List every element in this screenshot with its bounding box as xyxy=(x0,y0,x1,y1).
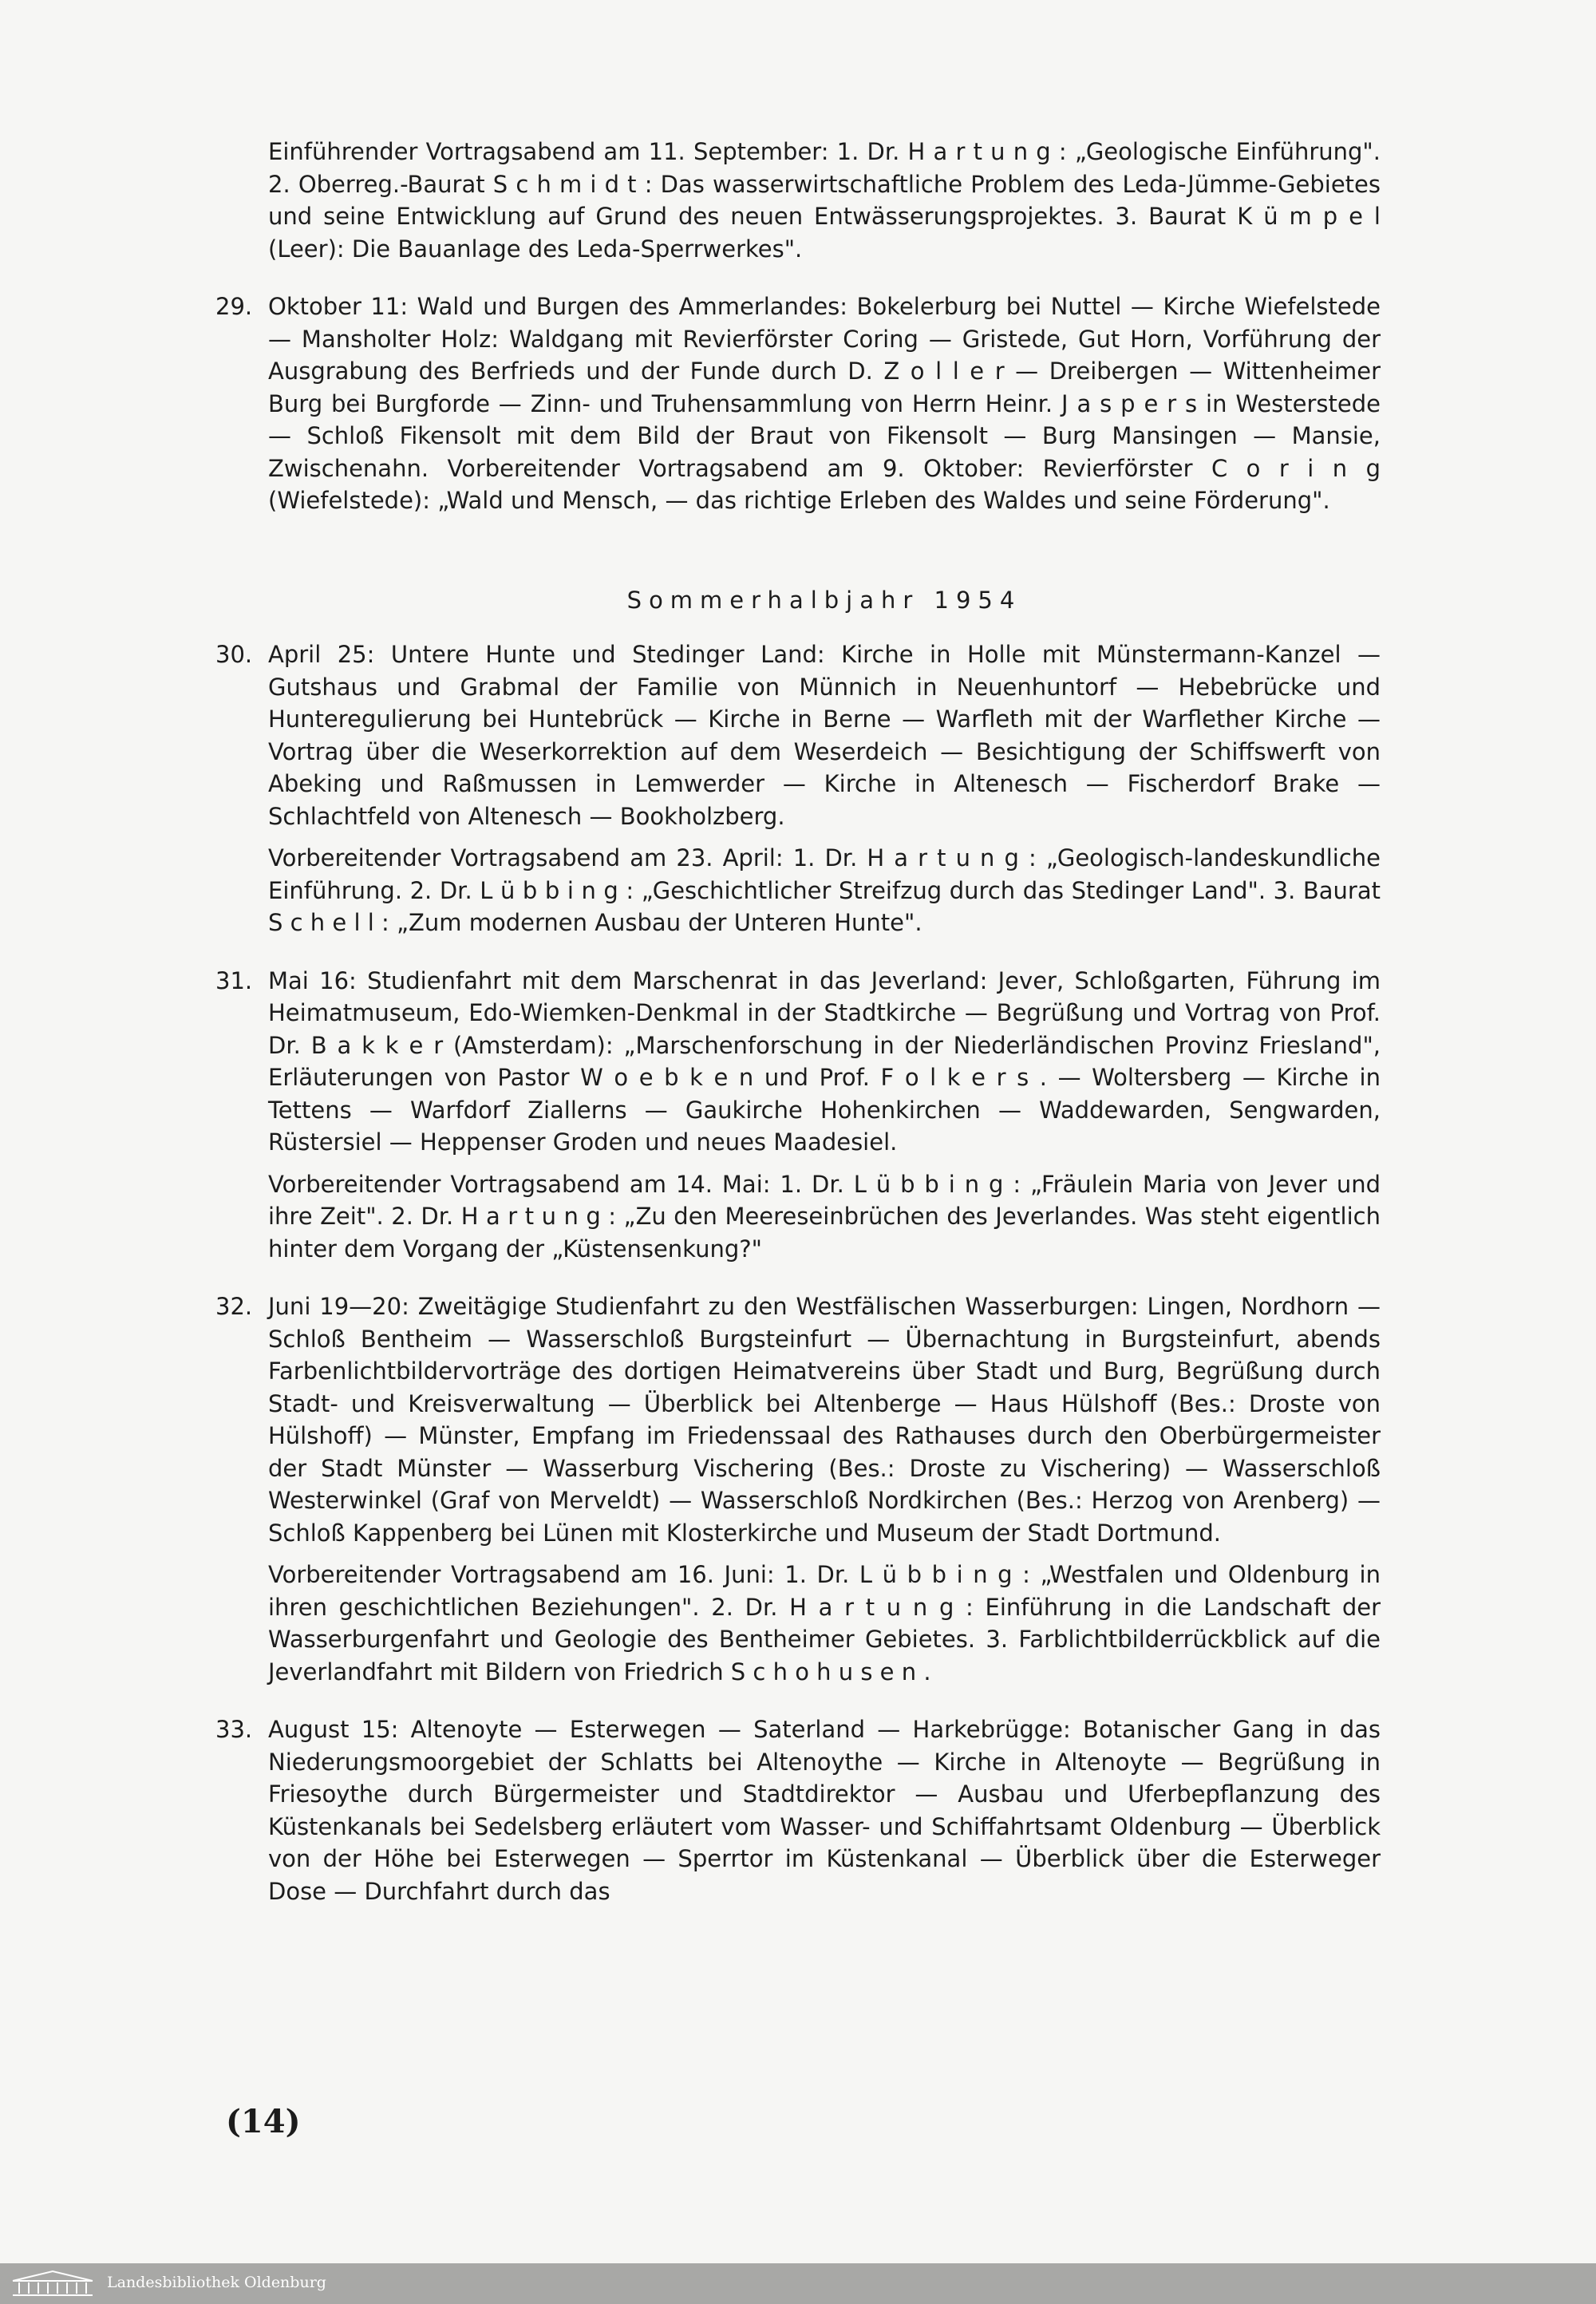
entry-33 xyxy=(215,1713,1381,1907)
entry-30 xyxy=(215,638,1381,939)
library-building-icon xyxy=(10,2268,96,2298)
entry-number: 29. xyxy=(215,293,253,320)
entry-number: 30. xyxy=(215,641,253,668)
entry-number: 31. xyxy=(215,966,253,994)
entry-paragraph: Juni 19—20: Zweitägige Studienfahrt zu den Westfälischen Wasserburgen: Lingen, Nordhorn — Schloß Bentheim — Wasserschloß Burgsteinfurt — Übernachtung in Burgsteinfurt, abends Farbenlichtbildervorträge des dortigen Heimatvereins über Stadt und Burg, Begrüßung durch Stadt- und Kreisverwaltung — Überblick bei Altenberge — Haus Hülshoff (Bes.: Droste von Hülshoff) — Münster, Empfang im Friedenssaal des Rathauses durch den Oberbürgermeister der Stadt Münster — Wasserburg Vischering (Bes.: Droste zu Vischering) — Wasserschloß Westerwinkel (Graf von Merveldt) — Wasserschloß Nordkirchen (Bes.: Herzog von Arenberg) — Schloß Kappenberg bei Lünen mit Klosterkirche und Museum der Stadt Dortmund. xyxy=(268,1293,1381,1547)
entry-paragraph: August 15: Altenoyte — Esterwegen — Saterland — Harkebrügge: Botanischer Gang in das Niederungsmoorgebiet der Schlatts bei Altenoythe — Kirche in Altenoyte — Begrüßung in Friesoythe durch Bürgermeister und Stadtdirektor — Ausbau und Uferbepflanzung des Küstenkanals bei Sedelsberg erläutert vom Wasser- und Schiffahrtsamt Oldenburg — Überblick von der Höhe bei Esterwegen — Sperrtor im Küstenkanal — Überblick über die Esterweger Dose — Durchfahrt durch das xyxy=(268,1716,1381,1905)
section-heading: Sommerhalbjahr 1954 xyxy=(626,586,1022,614)
page-number: (14) xyxy=(226,2103,301,2140)
entry-paragraph: April 25: Untere Hunte und Stedinger Land: Kirche in Holle mit Münstermann-Kanzel — Gutshaus und Grabmal der Familie von Münnich in Neuenhuntorf — Hebebrücke und Hunteregulierung bei Huntebrück — Kirche in Berne — Warfleth mit der Warflether Kirche — Vortrag über die Weserkorrektion auf dem Weserdeich — Besichtigung der Schiffswerft von Abeking und Raßmussen in Lemwerder — Kirche in Altenesch — Fischerdorf Brake — Schlachtfeld von Altenesch — Bookholzberg. xyxy=(268,641,1381,830)
entry-31 xyxy=(215,965,1381,1266)
entry-number: 32. xyxy=(215,1293,253,1320)
entry-29 xyxy=(215,290,1381,517)
entry-paragraph: Vorbereitender Vortragsabend am 14. Mai: 1. Dr. L ü b b i n g : „Fräulein Maria von Jever und ihre Zeit". 2. Dr. H a r t u n g : „Zu den Meereseinbrüchen des Jeverlandes. Was steht eigentlich hinter dem Vorgang der „Küstensenkung?" xyxy=(268,1170,1381,1263)
entry-paragraph: Vorbereitender Vortragsabend am 23. April: 1. Dr. H a r t u n g : „Geologisch-landeskundliche Einführung. 2. Dr. L ü b b i n g : „Geschichtlicher Streifzug durch das Stedinger Land". 3. Baurat S c h e l l : „Zum modernen Ausbau der Unteren Hunte". xyxy=(268,844,1381,936)
text-area xyxy=(215,136,1381,1907)
entry-32 xyxy=(215,1290,1381,1688)
entry-paragraph: Mai 16: Studienfahrt mit dem Marschenrat in das Jeverland: Jever, Schloßgarten, Führung im Heimatmuseum, Edo-Wiemken-Denkmal in der Stadtkirche — Begrüßung und Vortrag von Prof. Dr. B a k k e r (Amsterdam): „Marschenforschung in der Niederländischen Provinz Friesland", Erläuterungen von Pastor W o e b k e n und Prof. F o l k e r s . — Woltersberg — Kirche in Tettens — Warfdorf Ziallerns — Gaukirche Hohenkirchen — Waddewarden, Sengwarden, Rüstersiel — Heppenser Groden und neues Maadesiel. xyxy=(268,966,1381,1156)
library-name[interactable]: Landesbibliothek Oldenburg xyxy=(107,2274,326,2291)
entry-paragraph: Vorbereitender Vortragsabend am 16. Juni: 1. Dr. L ü b b i n g : „Westfalen und Oldenburg in ihren geschichtlichen Beziehungen". 2. Dr. H a r t u n g : Einführung in die Landschaft der Wasserburgenfahrt und Geologie des Bentheimer Gebietes. 3. Farblichtbilderrückblick auf die Jeverlandfahrt mit Bildern von Friedrich S c h o h u s e n . xyxy=(268,1561,1381,1686)
intro-paragraph: Einführender Vortragsabend am 11. September: 1. Dr. H a r t u n g : „Geologische Einführung". 2. Oberreg.-Baurat S c h m i d t : Das wasserwirtschaftliche Problem des Leda-Jümme-Gebietes und seine Entwicklung auf Grund des neuen Entwässerungsprojektes. 3. Baurat K ü m p e l (Leer): Die Bauanlage des Leda-Sperrwerkes". xyxy=(268,138,1381,263)
entry-paragraph: Oktober 11: Wald und Burgen des Ammerlandes: Bokelerburg bei Nuttel — Kirche Wiefelstede — Mansholter Holz: Waldgang mit Revierförster Coring — Gristede, Gut Horn, Vorführung der Ausgrabung des Berfrieds und der Funde durch D. Z o l l e r — Dreibergen — Wittenheimer Burg bei Burgforde — Zinn- und Truhensammlung von Herrn Heinr. J a s p e r s in Westerstede — Schloß Fikensolt mit dem Bild der Braut von Fikensolt — Burg Mansingen — Mansie, Zwischenahn. Vorbereitender Vortragsabend am 9. Oktober: Revierförster C o r i n g (Wiefelstede): „Wald und Mensch, — das richtige Erleben des Waldes und seine Förderung". xyxy=(268,293,1381,514)
entry-number: 33. xyxy=(215,1716,253,1743)
library-footer xyxy=(0,2263,1596,2304)
